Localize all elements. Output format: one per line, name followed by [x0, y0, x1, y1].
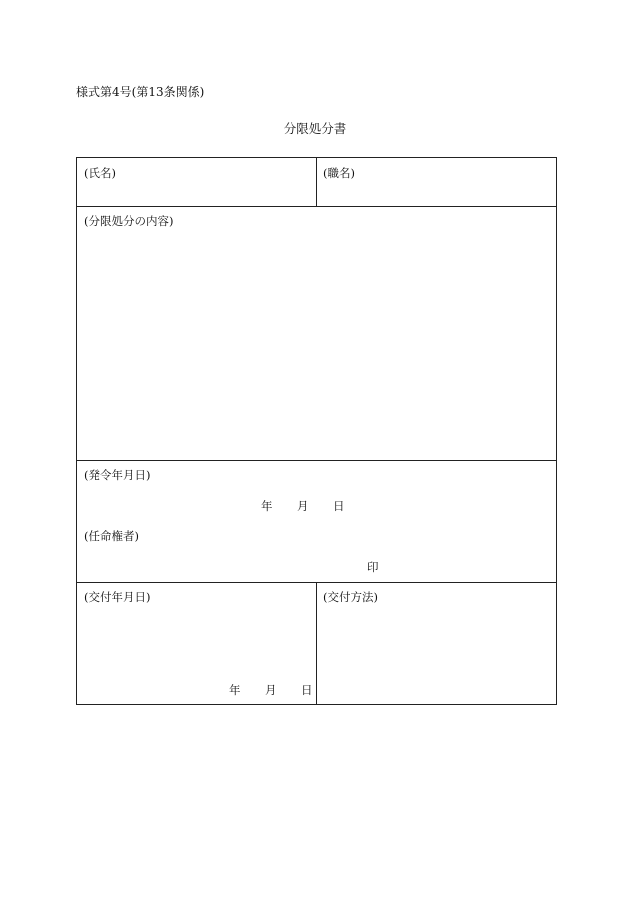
position-field-label: (職名): [323, 166, 355, 180]
document-title: 分限処分書: [283, 121, 347, 136]
delivery-date-day: 日: [301, 683, 313, 697]
delivery-date-month: 月: [265, 683, 277, 697]
appointing-authority-label: (任命権者): [84, 529, 139, 543]
row-divider: [77, 206, 556, 207]
name-field-label: (氏名): [84, 166, 116, 180]
delivery-date-label: (交付年月日): [84, 590, 151, 604]
issue-date-day: 日: [333, 499, 345, 513]
disposition-content-label: (分限処分の内容): [84, 214, 174, 228]
issue-date-label: (発令年月日): [84, 468, 151, 482]
delivery-date-year: 年: [229, 683, 241, 697]
form-reference: 様式第4号(第13条関係): [76, 85, 205, 99]
delivery-method-label: (交付方法): [323, 590, 378, 604]
row-divider: [77, 460, 556, 461]
column-divider: [316, 582, 317, 704]
issue-date-year: 年: [261, 499, 273, 513]
form-table: [76, 157, 557, 705]
issue-date-month: 月: [297, 499, 309, 513]
seal-mark: 印: [367, 560, 379, 574]
column-divider: [316, 158, 317, 206]
